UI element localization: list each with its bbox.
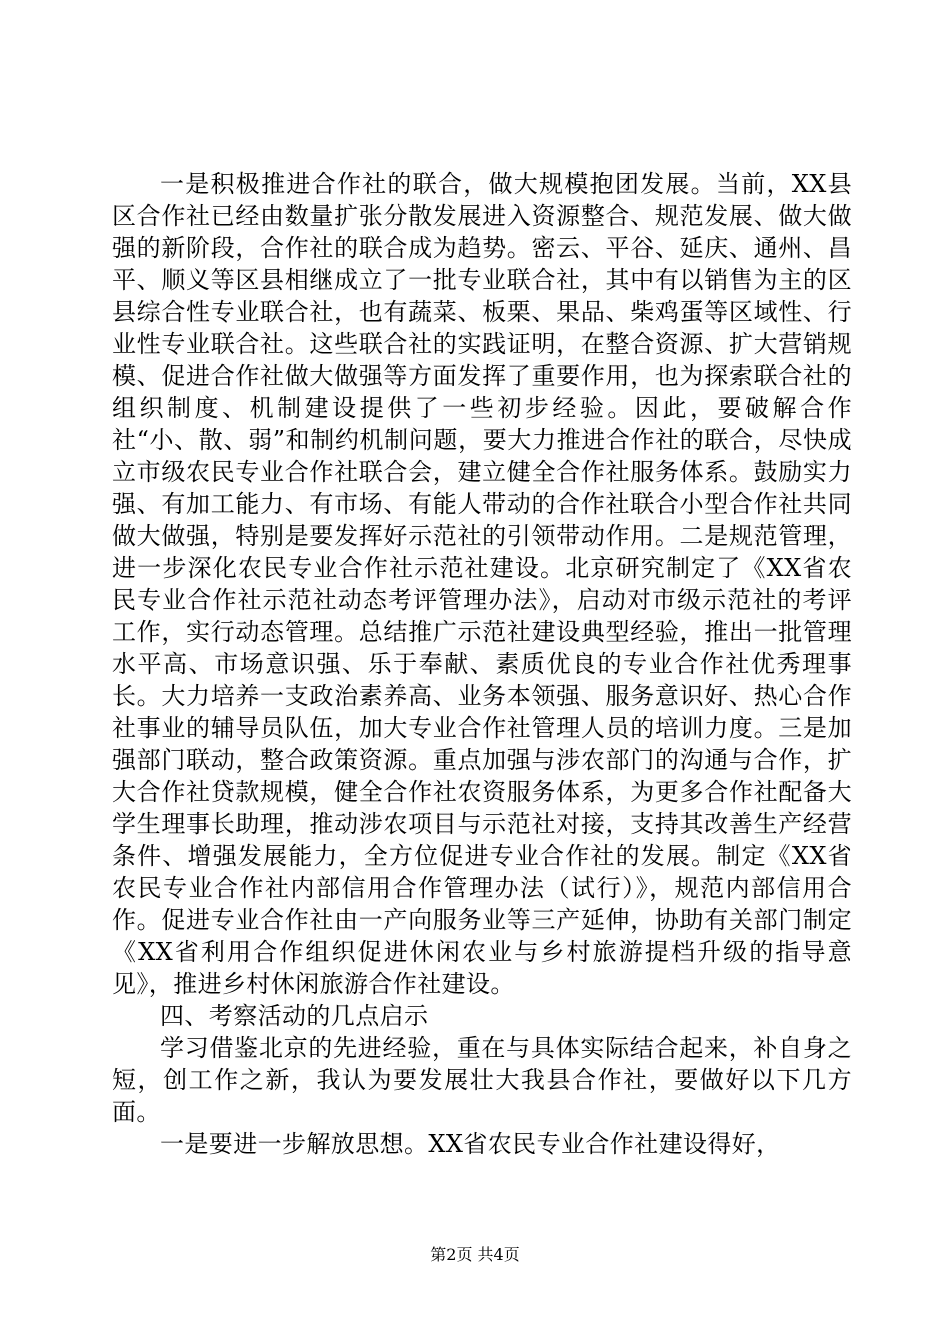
- document-body: [112, 168, 852, 1160]
- section-heading-inspiration: 四、考察活动的几点启示: [160, 1002, 429, 1030]
- paragraph-emancipate-mind: 一是要进一步解放思想。XX省农民专业合作社建设得好，: [160, 1130, 781, 1158]
- page-number-footer: 第2页 共4页: [430, 1245, 520, 1264]
- paragraph-cooperative-union: 一是积极推进合作社的联合，做大规模抱团发展。当前，XX县区合作社已经由数量扩张分散发展进入资源整合、规范发展、做大做强的新阶段，合作社的联合成为趋势。密云、平谷、延庆、通州、昌平、顺义等区县相继成立了一批专业联合社，其中有以销售为主的区县综合性专业联合社，也有蔬菜、板栗、果品、柴鸡蛋等区域性、行业性专业联合社。这些联合社的实践证明，在整合资源、扩大营销规模、促进合作社做大做强等方面发挥了重要作用，也为探索联合社的组织制度、机制建设提供了一些初步经验。因此，要破解合作社“小、散、弱”和制约机制问题，要大力推进合作社的联合，尽快成立市级农民专业合作社联合会，建立健全合作社服务体系。鼓励实力强、有加工能力、有市场、有能人带动的合作社联合小型合作社共同做大做强，特别是要发挥好示范社的引领带动作用。二是规范管理，进一步深化农民专业合作社示范社建设。北京研究制定了《XX省农民专业合作社示范社动态考评管理办法》，启动对市级示范社的考评工作，实行动态管理。总结推广示范社建设典型经验，推出一批管理水平高、市场意识强、乐于奉献、素质优良的专业合作社优秀理事长。大力培养一支政治素养高、业务本领强、服务意识好、热心合作社事业的辅导员队伍，加大专业合作社管理人员的培训力度。三是加强部门联动，整合政策资源。重点加强与涉农部门的沟通与合作，扩大合作社贷款规模，健全合作社农资服务体系，为更多合作社配备大学生理事长助理，推动涉农项目与示范社对接，支持其改善生产经营条件、增强发展能力，全方位促进专业合作社的发展。制定《XX省农民专业合作社内部信用合作管理办法（试行）》，规范内部信用合作。促进专业合作社由一产向服务业等三产延伸，协助有关部门制定《XX省利用合作组织促进休闲农业与乡村旅游提档升级的指导意见》，推进乡村休闲旅游合作社建设。: [112, 170, 852, 998]
- paragraph-learning: 学习借鉴北京的先进经验，重在与具体实际结合起来，补自身之短，创工作之新，我认为要发展壮大我县合作社，要做好以下几方面。: [112, 1034, 852, 1126]
